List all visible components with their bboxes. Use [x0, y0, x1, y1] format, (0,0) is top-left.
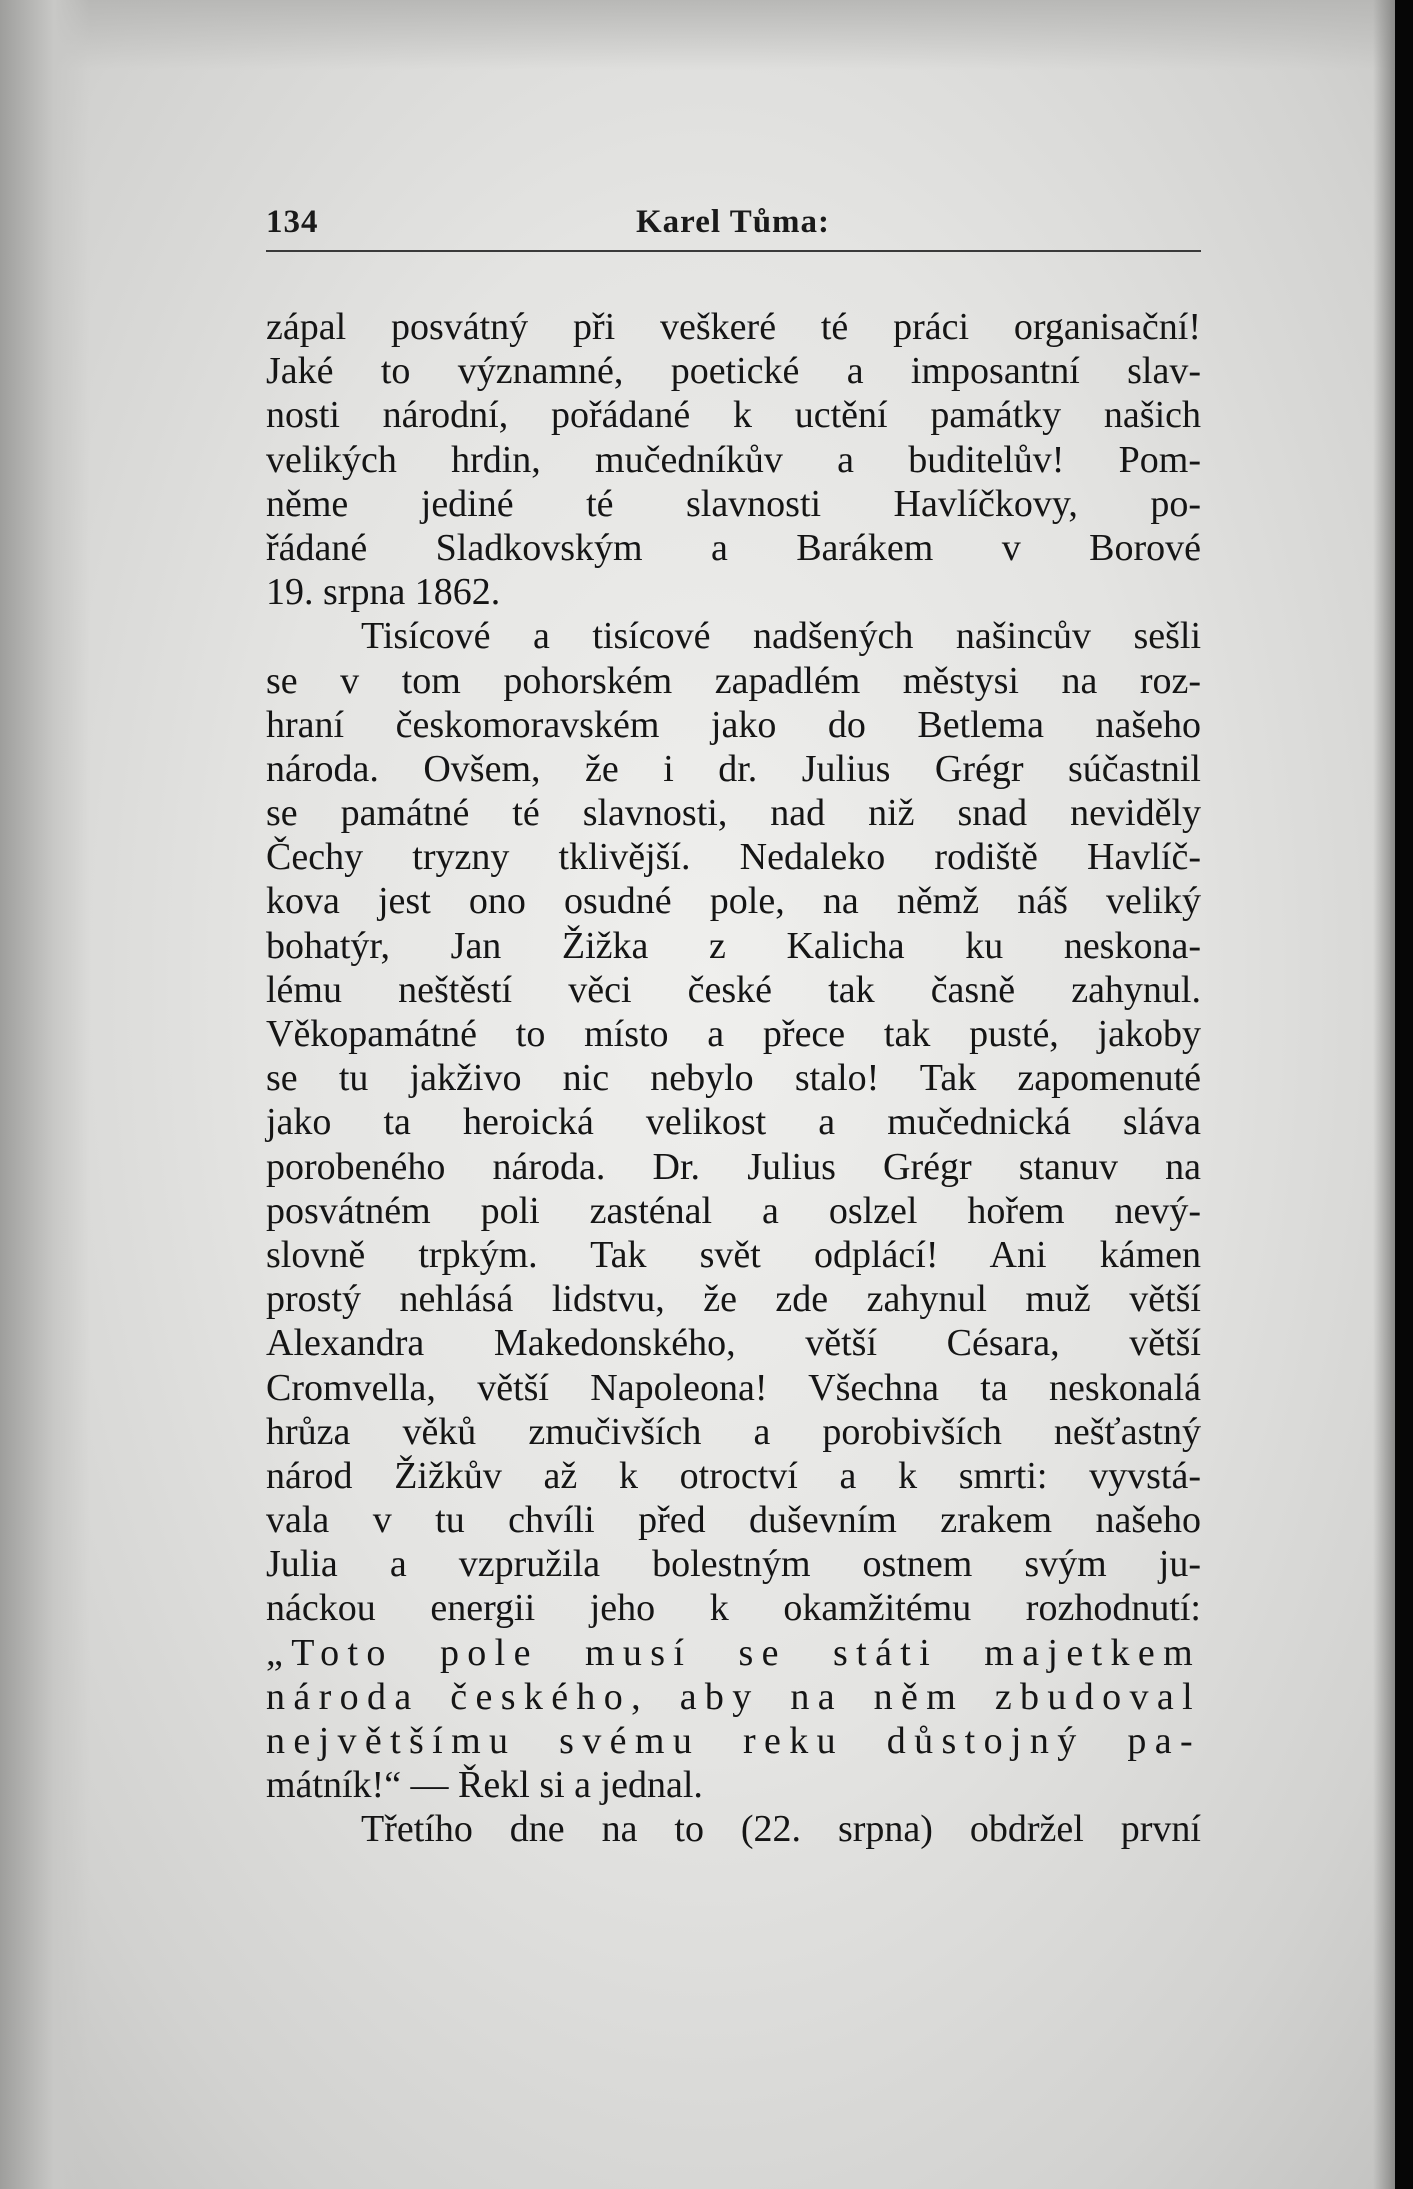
text-line: porobeného národa. Dr. Julius Grégr stanuv na — [266, 1145, 1201, 1188]
text-line: zápal posvátný při veškeré té práci organisační! — [266, 306, 1201, 348]
text-line: národa. Ovšem, že i dr. Julius Grégr súčastnil — [266, 747, 1201, 790]
text-line: národ Žižkův až k otroctví a k smrti: vyvstá- — [266, 1454, 1201, 1497]
text-line: něme jediné té slavnosti Havlíčkovy, po- — [266, 482, 1201, 525]
text-line: 19. srpna 1862. — [266, 571, 501, 614]
text-line: slovně trpkým. Tak svět odplácí! Ani kámen — [266, 1233, 1201, 1276]
page-header — [266, 198, 1201, 252]
text-line: „Toto pole musí se státi majetkem — [266, 1631, 1201, 1674]
text-line: bohatýr, Jan Žižka z Kalicha ku neskona- — [266, 924, 1201, 967]
text-line: lému neštěstí věci české tak časně zahynul. — [266, 968, 1201, 1011]
text-line: Julia a vzpružila bolestným ostnem svým ju- — [266, 1543, 1201, 1586]
text-line: nosti národní, pořádané k uctění památky našich — [266, 394, 1201, 437]
text-line: největšímu svému reku důstojný pa- — [266, 1720, 1201, 1762]
text-line: Cromvella, větší Napoleona! Všechna ta neskonalá — [266, 1366, 1201, 1409]
text-line: kova jest ono osudné pole, na němž náš veliký — [266, 880, 1201, 923]
text-line: náckou energii jeho k okamžitému rozhodnutí: — [266, 1587, 1201, 1630]
text-line: velikých hrdin, mučedníkův a buditelův! Pom- — [266, 438, 1201, 481]
text-line: řádané Sladkovským a Barákem v Borové — [266, 526, 1201, 569]
text-line: hraní českomoravském jako do Betlema našeho — [266, 703, 1201, 746]
text-line: se tu jakživo nic nebylo stalo! Tak zapomenuté — [266, 1057, 1201, 1100]
right-gutter-shadow — [1373, 0, 1395, 2189]
text-line: národa českého, aby na něm zbudoval — [266, 1675, 1201, 1718]
text-line: hrůza věků zmučivších a porobivších nešťastný — [266, 1410, 1201, 1453]
text-line: vala v tu chvíli před duševním zrakem našeho — [266, 1499, 1201, 1542]
text-line: Tisícové a tisícové nadšených našincův sešli — [361, 615, 1201, 658]
page-number: 134 — [266, 204, 319, 240]
text-line: Čechy tryzny tklivější. Nedaleko rodiště Havlíč- — [266, 836, 1201, 879]
running-head: Karel Tůma: — [636, 204, 831, 240]
text-line: mátník!“ — Řekl si a jednal. — [266, 1764, 703, 1807]
text-line: se v tom pohorském zapadlém městysi na roz- — [266, 659, 1201, 702]
text-line: prostý nehlásá lidstvu, že zde zahynul muž větší — [266, 1278, 1201, 1321]
top-shadow — [0, 0, 1413, 70]
text-line: Alexandra Makedonského, větší Césara, větší — [266, 1322, 1201, 1365]
text-line: posvátném poli zasténal a oslzel hořem nevý- — [266, 1189, 1201, 1232]
text-line: Jaké to významné, poetické a imposantní slav- — [266, 350, 1201, 393]
text-line: Věkopamátné to místo a přece tak pusté, jakoby — [266, 1013, 1201, 1055]
text-line: se památné té slavnosti, nad niž snad neviděly — [266, 792, 1201, 835]
body-text — [266, 305, 1201, 1852]
text-line: Třetího dne na to (22. srpna) obdržel první — [361, 1808, 1201, 1851]
right-page-edge — [1395, 0, 1413, 2189]
left-shadow — [0, 0, 90, 2189]
text-line: jako ta heroická velikost a mučednická sláva — [266, 1101, 1201, 1144]
